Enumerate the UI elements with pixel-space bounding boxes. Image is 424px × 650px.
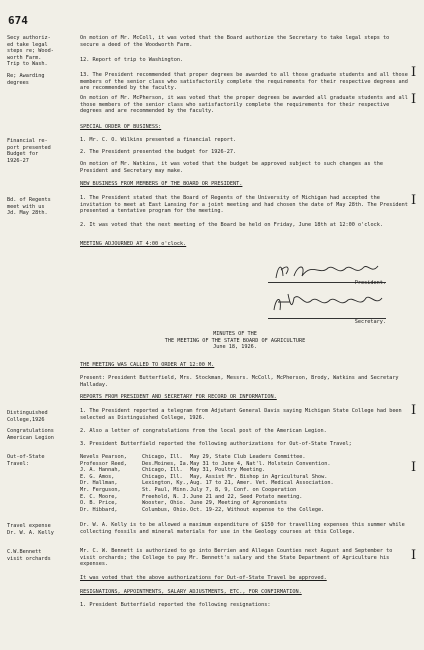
- travel-place: Lexington, Ky.,: [142, 480, 189, 487]
- travel-name: Dr. Hallman,: [80, 480, 118, 487]
- para-degrees-rec: 13. The President recommended that proper degrees be awarded to all those graduate students and all those members of the senior class who satisfactorily complete the requirements for their respective degrees and are recommended by the faculty.: [80, 72, 408, 92]
- side-note-kelly: Travel expense Dr. W. A. Kelly: [7, 523, 54, 536]
- para-regents: 1. The President stated that the Board of Regents of the University of Michigan had accepted the invitation to meet at East Lansing for a joint meeting and had chosen the date of May 28th. The President presented a tentative program for the meeting.: [80, 195, 408, 215]
- side-note-regents: Bd. of Regents meet with us Jd. May 28th.: [7, 197, 51, 217]
- para-approve-travel: [80, 575, 410, 582]
- travel-desc: May 31, Poultry Meeting.: [190, 467, 265, 474]
- travel-name: Mr. Ferguson,: [80, 486, 121, 493]
- travel-desc: May 29, State Club Leaders Committee.: [190, 454, 306, 460]
- para-next-meeting: 2. It was voted that the next meeting of the Board be held on Friday, June 18th at 12:00 o'clock.: [80, 222, 383, 228]
- para-financial: 1. Mr. C. O. Wilkins presented a financial report.: [80, 137, 237, 143]
- para-resignations: 1. President Butterfield reported the following resignations:: [80, 602, 271, 608]
- travel-place: Columbus, Ohio.: [142, 506, 189, 513]
- heading-special-order: SPECIAL ORDER OF BUSINESS:: [80, 124, 162, 130]
- travel-row: [80, 454, 410, 461]
- para-bennett: Mr. C. W. Bennett is authorized to go into Berrien and Allegan Counties next August and September to visit orchards; the College to pay Mr. Bennett's salary and the State Department of Agriculture his expenses.: [80, 548, 393, 568]
- approve-text: It was voted that the above authorizations for Out-of-State Travel be approved.: [80, 575, 327, 581]
- report-travel-intro: 3. President Butterfield reported the following authorizations for Out-of-State Travel;: [80, 441, 352, 447]
- report-legion: 2. Also a letter of congratulations from the local post of the American Legion.: [80, 428, 327, 434]
- page-number: 674: [8, 14, 28, 27]
- travel-desc: May, Assist Mr. Bishop in Agricultural Show.: [190, 473, 328, 480]
- travel-desc: May 31 to June 4, Nat'l. Holstein Convention.: [190, 460, 331, 467]
- side-note-travel: Out-of-State Travel:: [7, 454, 45, 467]
- travel-name: O. B. Price,: [80, 500, 118, 507]
- travel-desc: Oct. 19-22, Without expense to the College.: [190, 506, 325, 513]
- travel-place: Chicago, Ill.: [142, 454, 183, 460]
- travel-table: [80, 454, 410, 513]
- travel-place: St. Paul, Minn.: [142, 486, 189, 493]
- present-list: Present: President Butterfield, Mrs. Stockman, Messrs. McColl, McPherson, Brody, Watkins and Secretary Halladay.: [80, 375, 399, 388]
- margin-mark: I: [411, 548, 417, 563]
- secretary-signature: [268, 290, 386, 316]
- minutes-title: MINUTES OF THE THE MEETING OF THE STATE BOARD OF AGRICULTURE June 18, 1926.: [164, 331, 306, 351]
- travel-place: Wooster, Ohio.: [142, 500, 186, 507]
- travel-row: [80, 507, 410, 514]
- margin-mark: I: [411, 193, 417, 208]
- travel-row: [80, 487, 410, 494]
- travel-name: E. G. Amos,: [80, 473, 115, 480]
- travel-row: [80, 480, 410, 487]
- travel-place: Chicago, Ill.: [142, 473, 183, 480]
- side-note-degrees: Re; Awarding degrees: [7, 73, 45, 86]
- para-budget: 2. The President presented the budget for 1926-27.: [80, 149, 237, 155]
- travel-name: J. A. Hannah,: [80, 467, 121, 474]
- travel-row: [80, 500, 410, 507]
- travel-name: Professor Reed,: [80, 460, 127, 467]
- margin-mark: I: [411, 403, 417, 418]
- margin-mark: I: [411, 65, 417, 80]
- travel-name: E. C. Moore,: [80, 493, 118, 500]
- secretary-label: Secretary.: [354, 319, 386, 325]
- adjourned-line: MEETING ADJOURNED AT 4:00 o'clock.: [80, 241, 187, 247]
- report-distinguished: 1. The President reported a telegram from Adjutant General Davis saying Michigan State College had been selected as Distinguished College, 1926.: [80, 408, 402, 421]
- called-to-order: THE MEETING WAS CALLED TO ORDER AT 12:00 M.: [80, 362, 215, 368]
- margin-mark: I: [411, 92, 417, 107]
- secretary-signature-block: [268, 290, 386, 326]
- travel-row: [80, 461, 410, 468]
- para-washington: 12. Report of trip to Washington.: [80, 57, 184, 63]
- travel-place: Chicago, Ill.: [142, 467, 183, 474]
- side-note-budget: Financial re- port presented Budget for 1926-27: [7, 138, 51, 164]
- heading-reports: REPORTS FROM PRESIDENT AND SECRETARY FOR RECORD OR INFORMATION.: [80, 394, 277, 400]
- side-note-legion: Congratulations American Legion: [7, 428, 54, 441]
- side-note-bennett: C.W.Bennett visit orchards: [7, 549, 51, 562]
- heading-resignations: RESIGNATIONS, APPOINTMENTS, SALARY ADJUSTMENTS, ETC., FOR CONFIRMATION.: [80, 589, 302, 595]
- president-signature: [268, 258, 386, 282]
- margin-mark: I: [411, 460, 417, 475]
- travel-name: Nevels Pearson,: [80, 454, 127, 460]
- travel-desc: July 7, 8, 9, Conf. on Cooperation: [190, 486, 297, 493]
- heading-new-business: NEW BUSINESS FROM MEMBERS OF THE BOARD OR PRESIDENT.: [80, 181, 243, 187]
- travel-row: [80, 467, 410, 474]
- president-signature-block: [268, 258, 386, 290]
- travel-name: Dr. Hibbard,: [80, 506, 118, 513]
- side-note-distinguished: Distinguished College,1926: [7, 410, 48, 423]
- travel-desc: June 29, Meeting of Agronomists: [190, 500, 287, 507]
- travel-row: [80, 494, 410, 501]
- travel-place: Freehold, N. J.: [142, 493, 189, 500]
- para-degrees-vote: On motion of Mr. McPherson, it was voted that the proper degrees be awarded all graduate students and all those members of the senior class who satisfactorily complete the requirements for their respective degrees and are recommended by the faculty.: [80, 95, 408, 115]
- travel-desc: June 21 and 22, Seed Potato meeting.: [190, 493, 303, 500]
- para-budget-vote: On motion of Mr. Watkins, it was voted that the budget be approved subject to such changes as the President and Secretary may make.: [80, 161, 383, 174]
- travel-row: [80, 474, 410, 481]
- side-note-woodworth: Secy authoriz- ed take legal steps re; Wood- worth Farm. Trip to Wash.: [7, 35, 54, 68]
- president-label: President.: [354, 280, 386, 286]
- para-woodworth: On motion of Mr. McColl, it was voted that the Board authorize the Secretary to take legal steps to secure a deed of the Woodworth Farm.: [80, 35, 390, 48]
- para-kelly: Dr. W. A. Kelly is to be allowed a maximum expenditure of $150 for travelling expenses this summer while collecting fossils and mineral materials for use in the Geology courses at this College.: [80, 522, 405, 535]
- travel-desc: Aug. 17 to 21, Amer. Vet. Medical Association.: [190, 480, 334, 487]
- travel-place: Des.Moines, Ia.: [142, 460, 189, 467]
